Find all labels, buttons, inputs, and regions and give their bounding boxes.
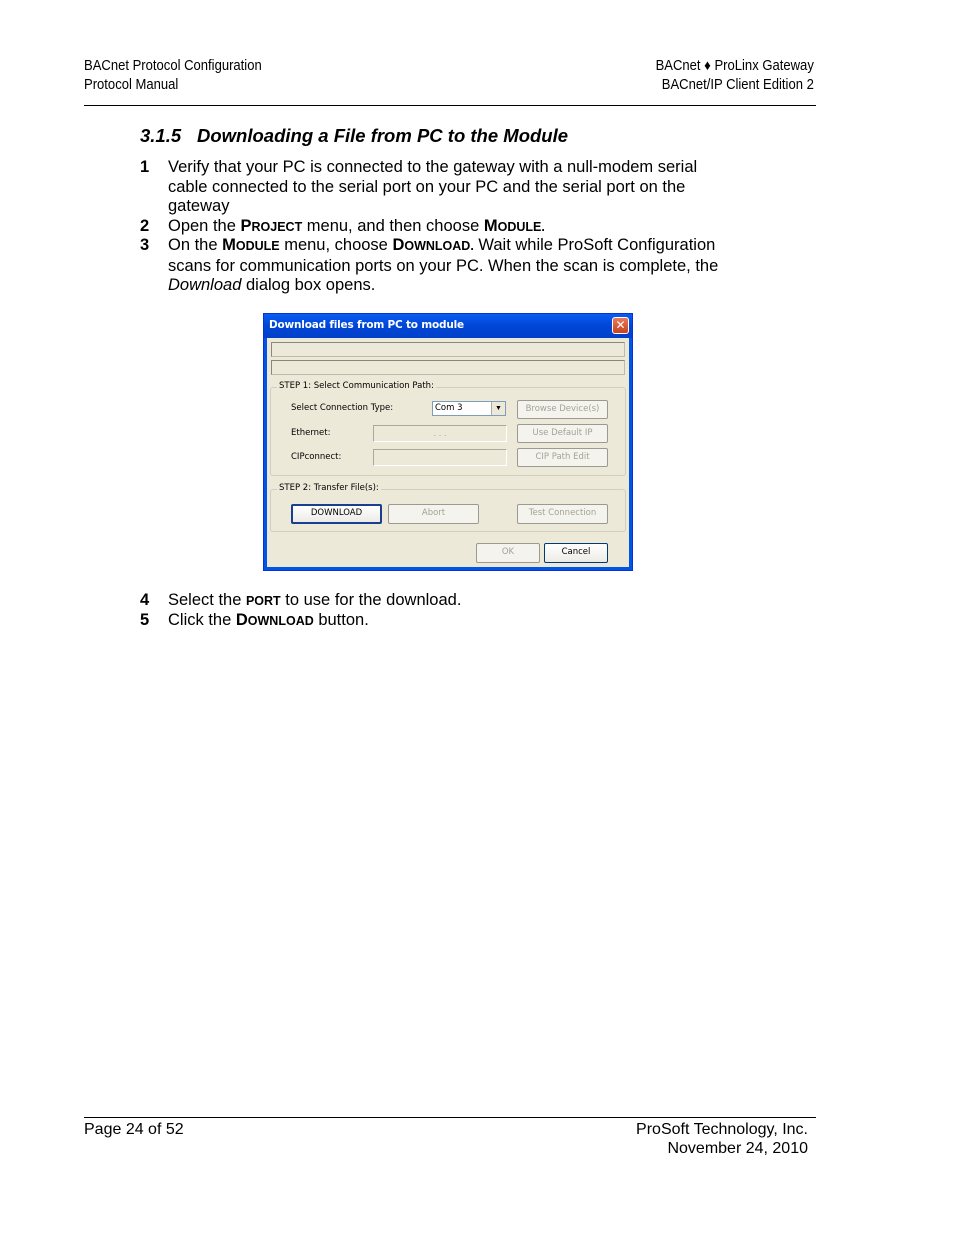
text: menu, choose xyxy=(279,236,393,254)
cancel-button[interactable]: Cancel xyxy=(544,543,608,563)
header-right xyxy=(656,57,814,95)
step2-label: STEP 2: Transfer File(s): xyxy=(279,483,379,493)
footer-right xyxy=(636,1120,808,1158)
section-heading xyxy=(140,125,568,147)
step-text xyxy=(168,591,780,612)
close-icon[interactable]: ✕ xyxy=(612,317,629,334)
product-name: BACnet ♦ ProLinx Gateway xyxy=(655,58,814,74)
page-number: Page 24 of 52 xyxy=(84,1121,184,1138)
dialog-title: Download files from PC to module xyxy=(269,319,464,331)
section-number: 3.1.5 xyxy=(140,125,182,146)
step-number: 1 xyxy=(140,158,150,176)
use-default-ip-button[interactable]: Use Default IP xyxy=(517,424,608,443)
text: D xyxy=(392,236,405,254)
step-2 xyxy=(140,217,780,238)
step-3 xyxy=(140,236,780,296)
company-name: ProSoft Technology, Inc. xyxy=(636,1121,808,1138)
text: On the xyxy=(168,236,223,254)
text: D xyxy=(235,611,248,629)
step-number: 4 xyxy=(140,591,150,609)
ethernet-label: Ethernet: xyxy=(291,428,331,438)
text: button. xyxy=(313,611,369,629)
text: OWNLOAD. xyxy=(404,239,474,253)
connection-type-label: Select Connection Type: xyxy=(291,403,394,413)
menu-project xyxy=(240,217,302,235)
step-text xyxy=(168,217,780,238)
cipconnect-field[interactable] xyxy=(373,449,507,466)
text: ODULE xyxy=(235,239,280,253)
ethernet-ip-field[interactable]: . . . xyxy=(373,425,507,442)
connection-type-value: Com 3 xyxy=(435,403,463,413)
publish-date: November 24, 2010 xyxy=(667,1140,808,1157)
text: PORT xyxy=(245,594,281,608)
text: P xyxy=(240,217,252,235)
command-download xyxy=(392,236,473,254)
abort-button[interactable]: Abort xyxy=(388,504,479,524)
doc-subtitle: Protocol Manual xyxy=(84,77,179,93)
step2-group xyxy=(270,483,626,532)
dialog-titlebar xyxy=(264,314,632,338)
step-5 xyxy=(140,611,780,632)
step-text: Verify that your PC is connected to the gateway with a null-modem serial cable connected to the serial port on your PC and the serial port on the gateway xyxy=(168,158,698,216)
text: OWNLOAD xyxy=(247,614,314,628)
step-1 xyxy=(140,158,780,217)
menu-module xyxy=(484,217,545,235)
connection-type-select[interactable] xyxy=(432,401,506,416)
step-4 xyxy=(140,591,780,612)
step-number: 5 xyxy=(140,611,150,629)
dialog-body xyxy=(267,338,629,567)
section-title: Downloading a File from PC to the Module xyxy=(197,125,569,146)
download-button[interactable]: DOWNLOAD xyxy=(291,504,382,524)
dialog-name: Download xyxy=(168,276,242,295)
product-edition: BACnet/IP Client Edition 2 xyxy=(661,77,814,93)
text: Open the xyxy=(168,217,241,235)
text: Select the xyxy=(168,591,246,609)
chevron-down-icon[interactable]: ▼ xyxy=(491,402,505,415)
browse-devices-button[interactable]: Browse Device(s) xyxy=(517,400,608,419)
field-port xyxy=(246,591,281,609)
status-bar-1 xyxy=(271,342,625,357)
step-text xyxy=(168,611,780,632)
step-number: 3 xyxy=(140,236,150,254)
step1-group xyxy=(270,381,626,476)
step-text xyxy=(168,236,753,296)
test-connection-button[interactable]: Test Connection xyxy=(517,504,608,524)
header-rule xyxy=(84,105,816,106)
cipconnect-label: CIPconnect: xyxy=(291,452,342,462)
download-dialog xyxy=(263,313,633,571)
text: dialog box opens. xyxy=(241,276,376,295)
doc-title: BACnet Protocol Configuration xyxy=(84,58,262,74)
text: menu, and then choose xyxy=(302,217,484,235)
text: to use for the download. xyxy=(280,591,462,609)
ok-button[interactable]: OK xyxy=(476,543,540,563)
status-bar-2 xyxy=(271,360,625,375)
text: Wait while ProSoft Configuration scans for communication ports on your PC. When the scan is complete, the xyxy=(168,236,719,275)
menu-module xyxy=(222,236,280,254)
text: M xyxy=(222,236,236,254)
cip-path-edit-button[interactable]: CIP Path Edit xyxy=(517,448,608,467)
footer-rule xyxy=(84,1117,816,1118)
text: M xyxy=(483,217,498,235)
step1-label: STEP 1: Select Communication Path: xyxy=(279,381,434,391)
header-left xyxy=(84,57,262,95)
button-download xyxy=(236,611,314,629)
text: Click the xyxy=(168,611,236,629)
step-number: 2 xyxy=(140,217,150,235)
text: ODULE. xyxy=(497,220,545,234)
text: ROJECT xyxy=(251,220,303,234)
